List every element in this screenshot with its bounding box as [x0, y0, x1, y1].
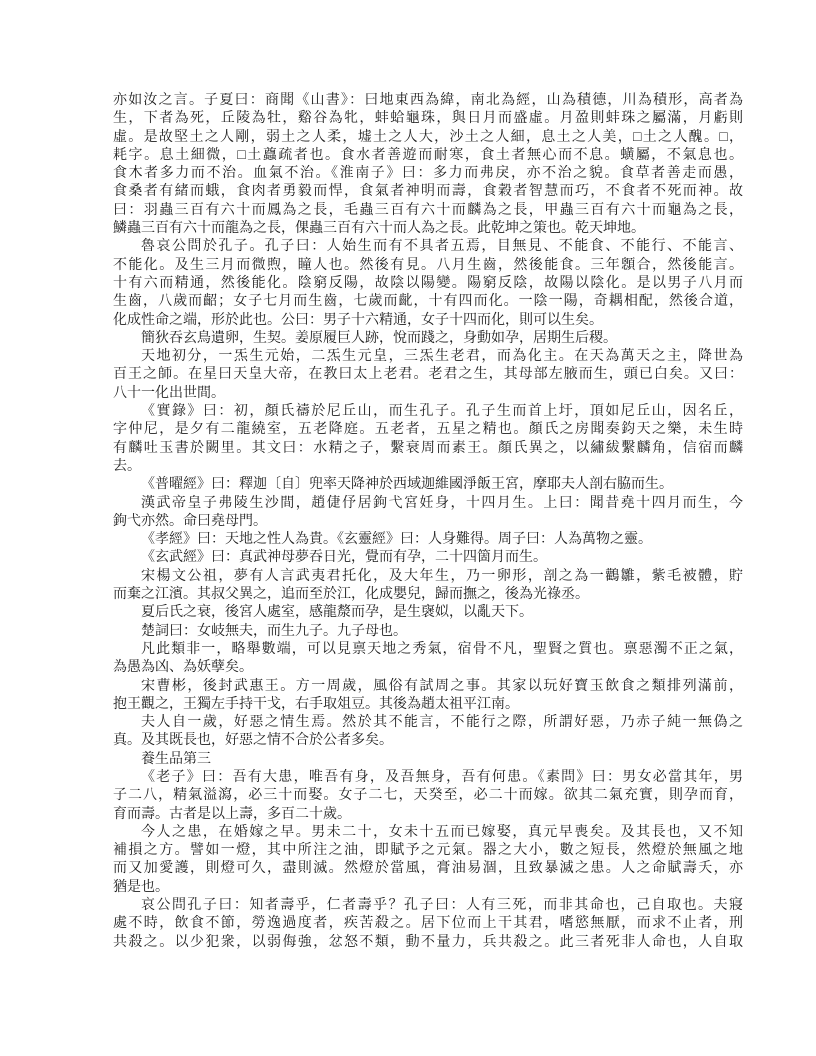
text-line: 抱王觀之，王獨左手持干戈，右手取俎豆。其後為趙太祖平江南。 [113, 696, 519, 712]
text-line: 《普曜經》曰：釋迦〔自〕兜率天降神於西域迦維國淨飯王宮，摩耶夫人剖右脇而生。 [141, 477, 673, 493]
text-line: 而棄之江濱。其叔父異之，追而至於江，化成嬰兒，歸而撫之，後為光祿丞。 [113, 587, 589, 603]
text-line: 天地初分，一炁生元始，二炁生元皇，三炁生老君，而為化主。在天為萬天之主，降世為 [141, 349, 743, 365]
text-line: 凡此類非一，略舉數端，可以見禀天地之秀氣，宿骨不凡，聖賢之質也。禀惡濁不正之氣， [141, 641, 743, 657]
text-line: 鉤弋亦然。命曰堯母門。 [113, 513, 267, 529]
text-line: 虛。是故堅土之人剛，弱土之人柔，墟土之人大，沙土之人細，息土之人美，□土之人醜。□， [113, 129, 743, 145]
text-line: 化成性命之端，形於此也。公曰：男子十六精通，女子十四而化，則可以生矣。 [113, 312, 603, 328]
text-line: 曰：羽蟲三百有六十而鳳為之長，毛蟲三百有六十而麟為之長，甲蟲三百有六十而龜為之長， [113, 202, 743, 218]
text-line: 食桑者有緒而蛾，食肉者勇毅而悍，食氣者神明而壽，食穀者智慧而巧，不食者不死而神。故 [113, 184, 743, 200]
text-line: 哀公問孔子曰：知者壽乎，仁者壽乎？孔子曰：人有三死，而非其命也，己自取也。夫寢 [141, 898, 743, 914]
text-line: 《玄武經》曰：真武神母夢吞日光，覺而有孕，二十四箇月而生。 [141, 550, 547, 566]
text-line: 子二八，精氣溢瀉，必三十而娶。女子二七，天癸至，必二十而嫁。欲其二氣充實，則孕而育， [113, 788, 743, 804]
text-line: 處不時，飲食不節，勞逸過度者，疾苦殺之。居下位而上干其君，嗜慾無厭，而求不止者，刑 [113, 916, 743, 932]
text-line: 宋曹彬，後封武惠王。方一周歲，風俗有試周之事。其家以玩好寶玉飲食之類排列滿前， [141, 678, 743, 694]
text-line: 簡狄吞玄鳥遺卵，生契。姜原履巨人跡，悅而踐之，身動如孕，居期生后稷。 [141, 330, 617, 346]
text-line: 夫人自一歲，好惡之情生焉。然於其不能言，不能行之際，所謂好惡，乃赤子純一無偽之 [141, 715, 743, 731]
text-line: 生齒，八歲而齠；女子七月而生齒，七歲而齔，十有四而化。一陰一陽，奇耦相配，然後合道， [113, 294, 743, 310]
text-line: 耗字。息土細微，□土蠤疏者也。食水者善遊而耐寒，食土者無心而不息。蟥屬，不氣息也。 [113, 147, 743, 163]
text-line: 夏后氏之衰，後宮人處室，感龍漦而孕，是生襃姒，以亂天下。 [141, 605, 533, 621]
text-line: 去。 [113, 458, 141, 474]
text-line: 食木者多力而不治。血氣不治。《淮南子》曰：多力而弗戾，亦不治之貌。食草者善走而愚， [113, 166, 743, 182]
text-line: 《孝經》曰：天地之性人為貴。《玄靈經》曰：人身難得。周子曰：人為萬物之靈。 [141, 532, 652, 548]
text-block [113, 92, 743, 952]
text-line: 不能化。及生三月而微煦，瞳人也。然後有見。八月生齒，然後能食。三年顖合，然後能言。 [113, 257, 743, 273]
text-line: 為愚為凶、為妖孽矣。 [113, 660, 253, 676]
text-line: 百王之師。在星曰天皇大帝，在教曰太上老君。老君之生，其母部左腋而生，頭已白矣。又曰： [113, 367, 743, 383]
text-line: 《老子》曰：吾有大患，唯吾有身，及吾無身，吾有何患。《素問》曰：男女必當其年，男 [141, 769, 743, 785]
text-line: 猶是也。 [113, 879, 169, 895]
text-line: 今人之患，在婚嫁之早。男未二十，女未十五而已嫁娶，真元早喪矣。及其長也，又不知 [141, 824, 743, 840]
text-line: 生，下者為死，丘陵為牡，谿谷為牝，蚌蛤龜珠，與日月而盛虛。月盈則蚌珠之屬滿，月虧則 [113, 111, 743, 127]
text-line: 而又加愛護，則燈可久，盡則滅。然燈於當風，膏油易涸，且致暴滅之患。人之命賦壽夭，亦 [113, 861, 743, 877]
text-line: 《實錄》曰：初，顏氏禱於尼丘山，而生孔子。孔子生而首上圩，頂如尼丘山，因名丘， [141, 404, 743, 420]
text-line: 漢武帝皇子弗陵生沙間，趙倢伃居鉤弋宮妊身，十四月生。上曰：聞昔堯十四月而生，今 [141, 495, 743, 511]
text-line: 真。及其既長也，好惡之情不合於公者多矣。 [113, 733, 393, 749]
text-line: 育而壽。古者是以上壽，多百二十歲。 [113, 806, 351, 822]
text-line: 有麟吐玉書於闕里。其文曰：水精之子，繫衰周而素王。顏氏異之，以繡紱繫麟角，信宿而麟 [113, 440, 743, 456]
text-line: 十有六而精通，然後能化。陰窮反陽，故陰以陽變。陽窮反陰，故陽以陰化。是以男子八月而 [113, 275, 743, 291]
text-line: 共殺之。以少犯衆，以弱侮強，忿怒不類，動不量力，兵共殺之。此三者死非人命也，人自取 [113, 934, 743, 950]
text-line: 楚詞曰：女岐無夫，而生九子。九子母也。 [141, 623, 407, 639]
text-line: 魯哀公問於孔子。孔子曰：人始生而有不具者五焉，目無見、不能食、不能行、不能言、 [141, 239, 743, 255]
text-line: 八十一化出世間。 [113, 385, 225, 401]
text-line: 字仲尼，是夕有二龍繞室，五老降庭。五老者，五星之精也。顏氏之房聞奏鈞天之樂，未生時 [113, 422, 743, 438]
text-line: 養生品第三 [141, 751, 211, 767]
text-line: 亦如汝之言。子夏曰：商聞《山書》：曰地東西為緯，南北為經，山為積德，川為積形，高者為 [113, 93, 743, 108]
text-line: 鱗蟲三百有六十而龍為之長，倮蟲三百有六十而人為之長。此乾坤之策也。乾天坤地。 [113, 221, 645, 237]
text-line: 補損之方。譬如一燈，其中所注之油，即賦予之元氣。器之大小，數之短長，然燈於無風之地 [113, 843, 743, 859]
text-line: 宋楊文公祖，夢有人言武夷君托化，及大年生，乃一卵形，剖之為一鸛雛，紫毛被體，貯 [141, 568, 743, 584]
